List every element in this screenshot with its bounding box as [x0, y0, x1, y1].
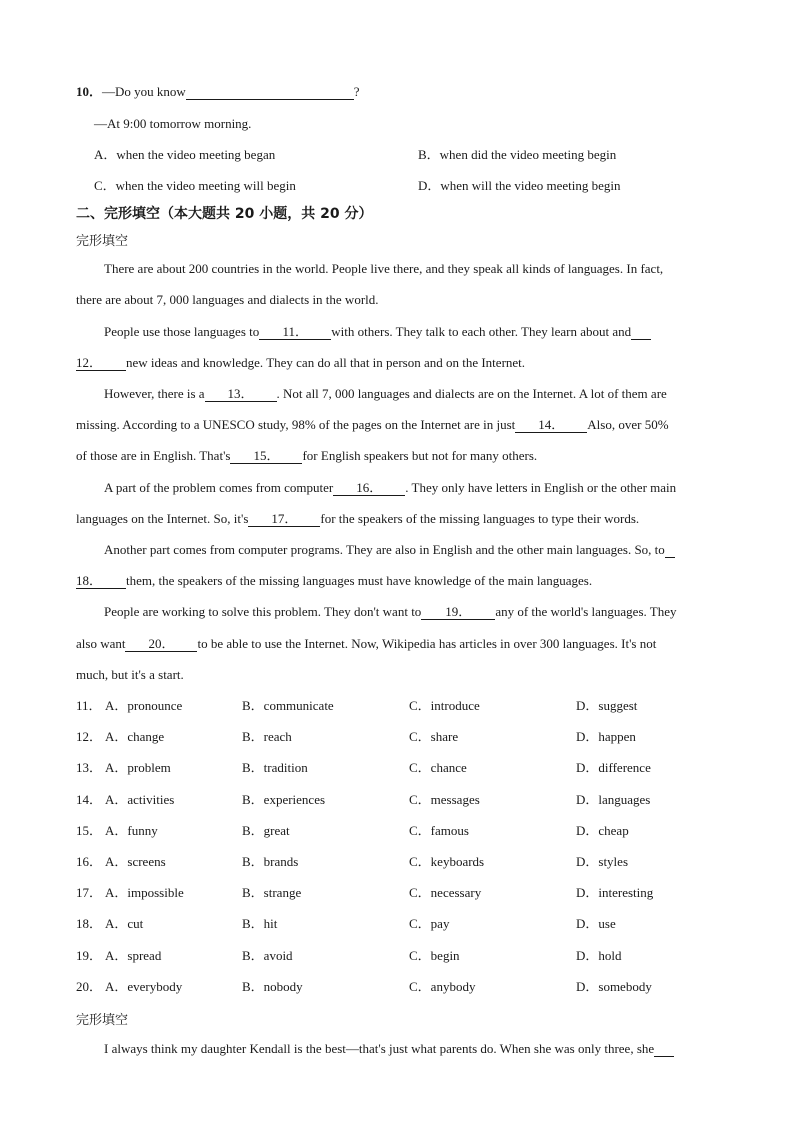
blank-11: 11．	[259, 325, 331, 340]
choice-number: 14．	[76, 792, 103, 807]
q10-option-b: B．when did the video meeting begin	[418, 147, 617, 162]
passage-line: Another part comes from computer programs. They are also in English and the other main languages. So, to	[104, 542, 675, 558]
choice-option-c: C．messages	[409, 792, 480, 807]
choice-option-d: D．languages	[576, 792, 651, 807]
passage-line: of those are in English. That's 15． for English speakers but not for many others.	[76, 448, 538, 463]
choice-option-d: D．happen	[576, 729, 636, 744]
passage-line: 12． new ideas and knowledge. They can do all that in person and on the Internet.	[76, 355, 526, 370]
choice-option-a: A．problem	[105, 760, 171, 775]
q10-option-c: C．when the video meeting will begin	[94, 178, 296, 193]
choice-option-c: C．pay	[409, 916, 450, 931]
choice-number: 13．	[76, 760, 103, 775]
choice-option-d: D．difference	[576, 760, 651, 775]
passage-line: There are about 200 countries in the world. People live there, and they speak all kinds of languages. In fact,	[104, 261, 664, 276]
choice-option-a: A．everybody	[105, 979, 183, 994]
blank-19: 19．	[421, 605, 495, 620]
choice-option-d: D．use	[576, 916, 616, 931]
choice-option-b: B．tradition	[242, 760, 308, 775]
choice-option-b: B．strange	[242, 885, 302, 900]
passage-line: I always think my daughter Kendall is the best—that's just what parents do. When she was only three, she	[104, 1041, 674, 1057]
blank-20: 20．	[125, 637, 197, 652]
choice-option-a: A．funny	[105, 823, 158, 838]
passage-line: However, there is a 13． . Not all 7, 000 languages and dialects are on the Internet. A lot of them are	[104, 386, 667, 401]
passage-line: languages on the Internet. So, it's 17． for the speakers of the missing languages to type their words.	[76, 511, 640, 526]
section-subtitle-2: 完形填空	[76, 1013, 129, 1028]
passage-line: also want 20． to be able to use the Internet. Now, Wikipedia has articles in over 300 languages. It's not	[76, 636, 657, 651]
q10-option-d: D．when will the video meeting begin	[418, 178, 621, 193]
choice-option-b: B．nobody	[242, 979, 303, 994]
passage-line: A part of the problem comes from computer 16． . They only have letters in English or the other main	[104, 480, 677, 495]
choice-option-a: A．screens	[105, 854, 166, 869]
choice-option-a: A．activities	[105, 792, 175, 807]
passage-line: there are about 7, 000 languages and dialects in the world.	[76, 292, 379, 307]
passage-line: People use those languages to 11． with others. They talk to each other. They learn about and	[104, 324, 651, 340]
choice-option-a: A．change	[105, 729, 165, 744]
blank-16: 16．	[333, 481, 405, 496]
q10-option-a: A．when the video meeting began	[94, 147, 276, 162]
choice-option-c: C．introduce	[409, 698, 480, 713]
choice-option-b: B．great	[242, 823, 290, 838]
passage-line: much, but it's a start.	[76, 667, 184, 682]
choice-option-b: B．communicate	[242, 698, 334, 713]
choice-option-c: C．chance	[409, 760, 467, 775]
section-subtitle: 完形填空	[76, 234, 129, 249]
choice-number: 11．	[76, 698, 102, 713]
choice-option-d: D．styles	[576, 854, 629, 869]
choice-number: 18．	[76, 916, 103, 931]
choice-option-c: C．share	[409, 729, 459, 744]
passage-line: 18． them, the speakers of the missing languages must have knowledge of the main languages.	[76, 573, 593, 588]
choice-option-d: D．interesting	[576, 885, 654, 900]
choice-number: 19．	[76, 948, 103, 963]
choice-option-c: C．necessary	[409, 885, 482, 900]
choice-option-a: A．cut	[105, 916, 144, 931]
choice-number: 16．	[76, 854, 103, 869]
blank-12-underline	[631, 325, 651, 340]
choice-option-d: D．cheap	[576, 823, 629, 838]
choice-option-c: C．anybody	[409, 979, 476, 994]
choice-option-d: D．somebody	[576, 979, 652, 994]
choice-option-d: D．suggest	[576, 698, 638, 713]
choice-option-c: C．keyboards	[409, 854, 485, 869]
choice-option-c: C．begin	[409, 948, 460, 963]
choice-option-b: B．experiences	[242, 792, 326, 807]
blank-13: 13．	[205, 387, 277, 402]
choice-number: 15．	[76, 823, 103, 838]
choice-option-a: A．spread	[105, 948, 162, 963]
question-10-stem: 10．—Do you know ?	[76, 84, 360, 99]
choice-option-a: A．pronounce	[105, 698, 183, 713]
question-10-answer: —At 9:00 tomorrow morning.	[94, 116, 252, 131]
choice-option-b: B．brands	[242, 854, 299, 869]
choice-number: 12．	[76, 729, 103, 744]
choice-option-b: B．hit	[242, 916, 278, 931]
blank-12: 12．	[76, 356, 126, 371]
passage-line: People are working to solve this problem. They don't want to 19． any of the world's languages. They	[104, 604, 677, 619]
blank-18: 18．	[76, 574, 126, 589]
section-title: 二、完形填空（本大题共 20 小题，共 20 分）	[76, 206, 373, 222]
choice-number: 20．	[76, 979, 103, 994]
choice-option-d: D．hold	[576, 948, 622, 963]
choice-option-b: B．reach	[242, 729, 292, 744]
blank-14: 14．	[515, 418, 587, 433]
blank-18-underline	[665, 543, 675, 558]
choice-option-c: C．famous	[409, 823, 469, 838]
answer-blank	[186, 85, 354, 100]
answer-blank	[654, 1042, 674, 1057]
passage-line: missing. According to a UNESCO study, 98% of the pages on the Internet are in just 14． Also, over 50%	[76, 417, 669, 432]
choice-option-b: B．avoid	[242, 948, 293, 963]
blank-17: 17．	[248, 512, 320, 527]
choice-number: 17．	[76, 885, 103, 900]
blank-15: 15．	[230, 449, 302, 464]
choice-option-a: A．impossible	[105, 885, 184, 900]
